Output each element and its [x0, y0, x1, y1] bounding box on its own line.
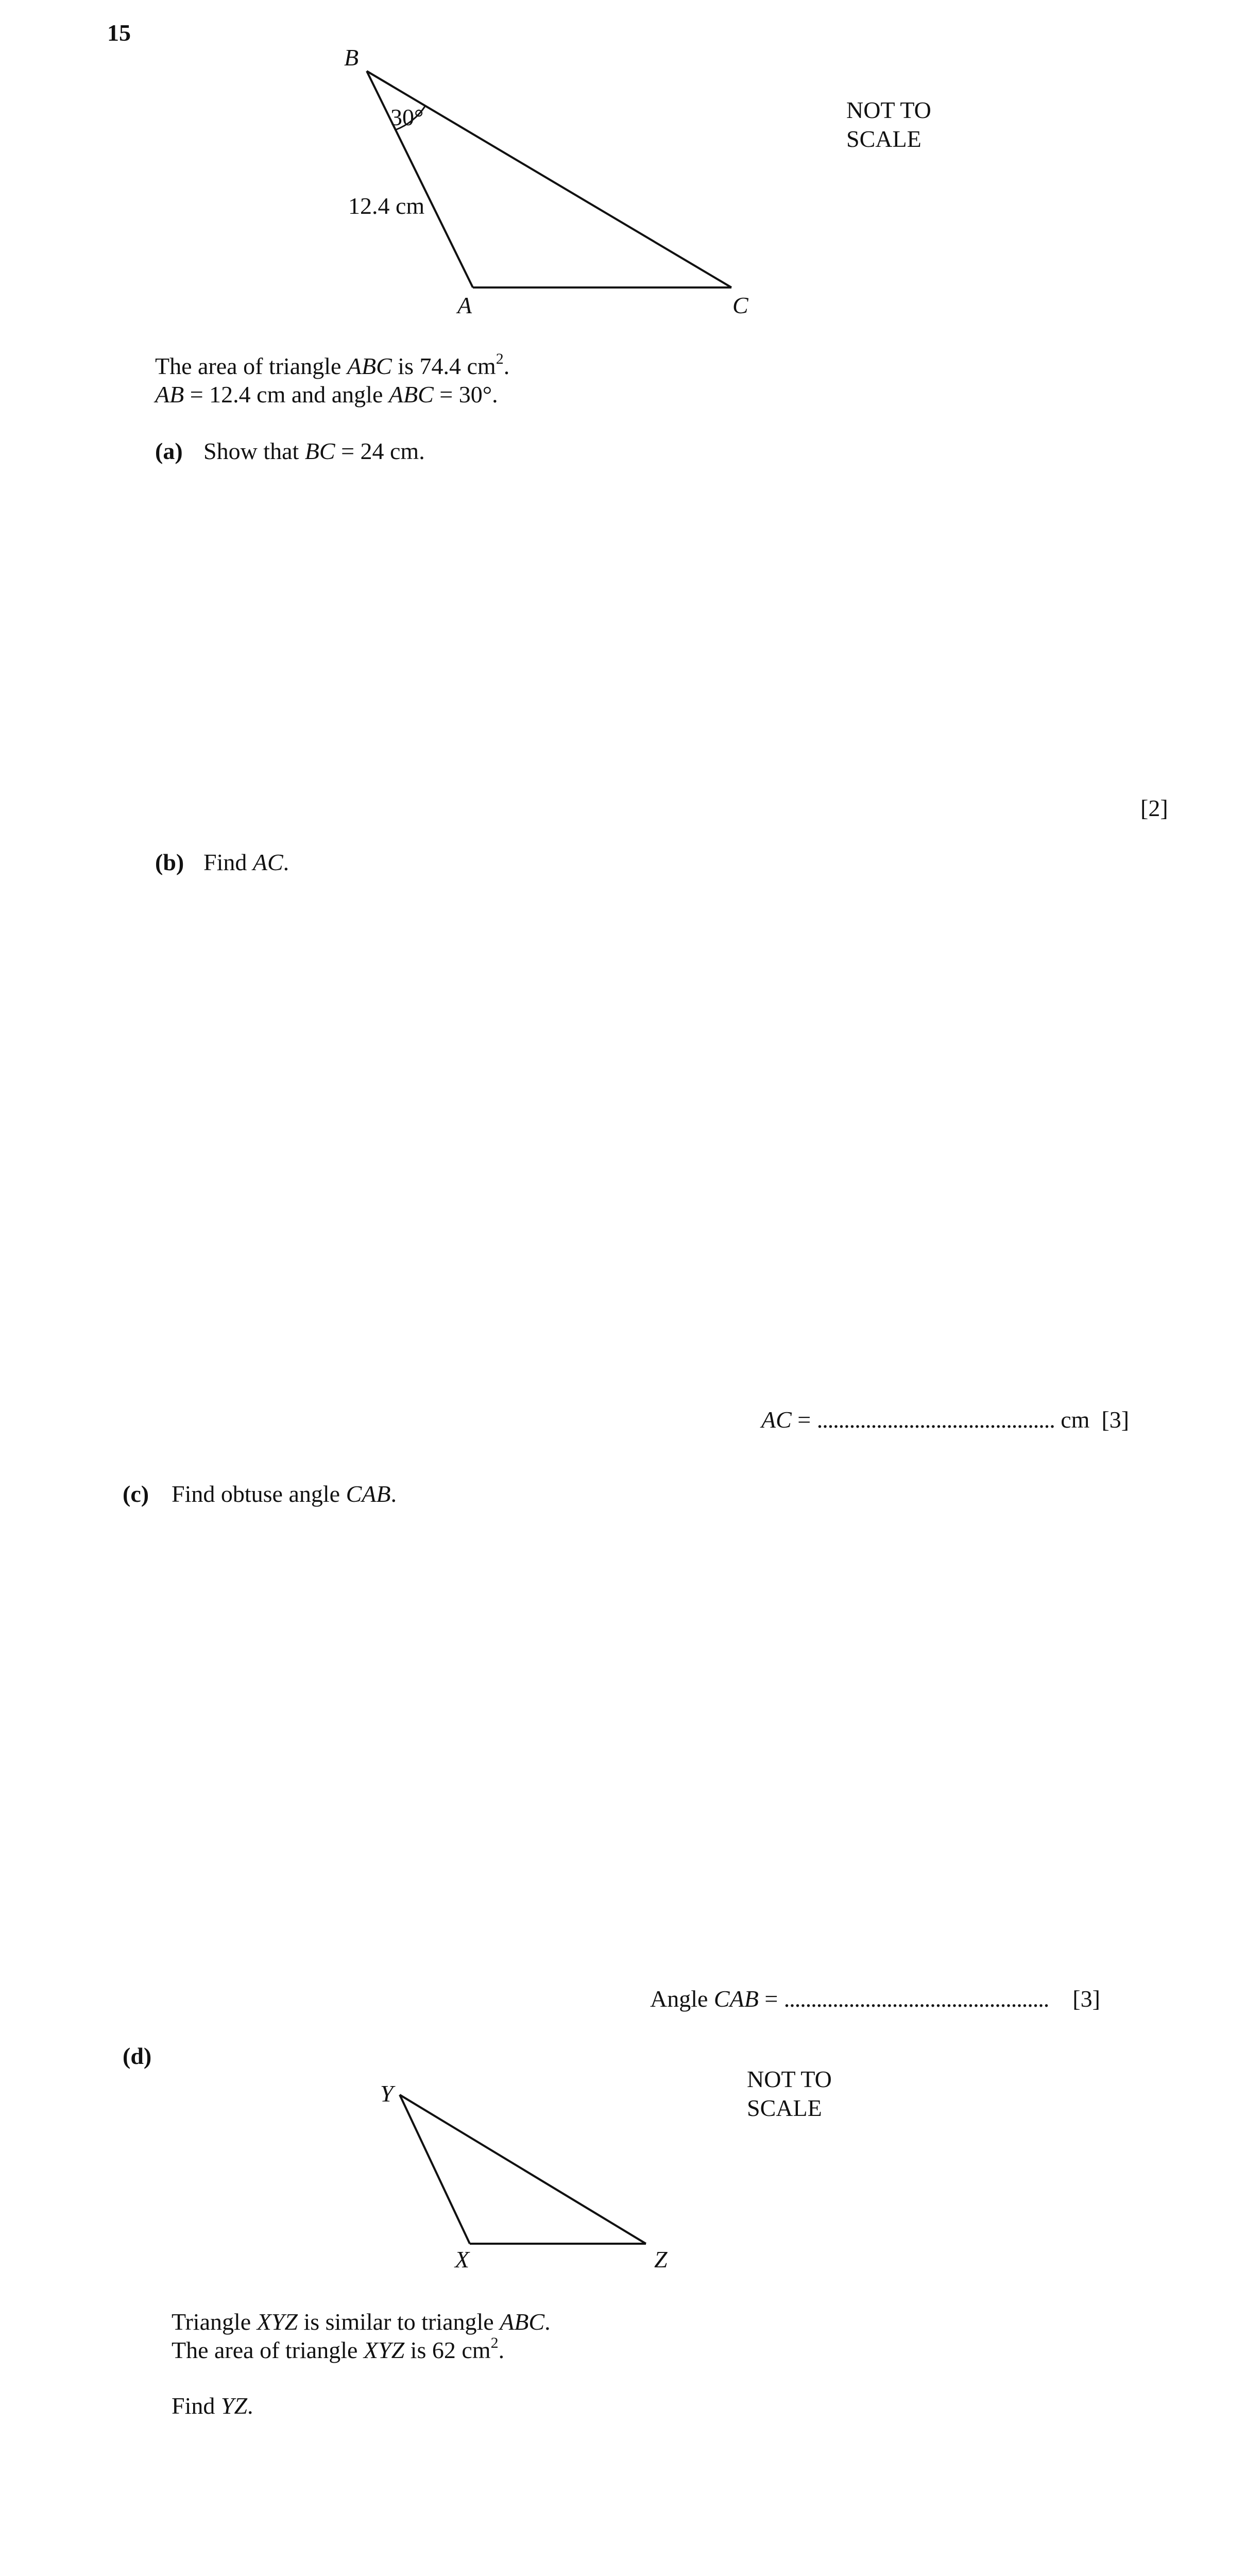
angle-label: 30°: [390, 104, 424, 130]
part-d-line-2: The area of triangle XYZ is 62 $cm^2$.: [172, 2334, 505, 2363]
not-to-scale-line1: NOT TO: [846, 97, 931, 123]
intro-line-2: AB = 12.4 cm and angle ABC = 30°.: [155, 381, 498, 408]
side-yz: [400, 2095, 646, 2244]
part-a-label: (a): [155, 438, 183, 464]
not-to-scale-d-line2: SCALE: [747, 2095, 822, 2121]
part-b-marks: [3]: [1101, 1406, 1130, 1433]
vertex-label-c: C: [732, 292, 748, 318]
part-c-question: Find obtuse angle CAB.: [172, 1481, 397, 1507]
part-c-answer-dots: .................................................: [783, 1986, 1049, 2012]
question-number: 15: [107, 20, 131, 46]
part-c-marks: [3]: [1072, 1986, 1100, 2012]
part-d-label: (d): [123, 2043, 152, 2069]
part-d-line-1: Triangle XYZ is similar to triangle ABC.: [172, 2309, 551, 2335]
part-b-answer-dots: ............................................: [816, 1406, 1055, 1433]
part-a-question: Show that BC = 24 cm.: [203, 438, 425, 464]
part-b-answer-line[interactable]: AC = ............................................ cm [3]: [761, 1406, 1130, 1433]
vertex-label-b: B: [344, 44, 359, 71]
not-to-scale-line2: SCALE: [846, 126, 921, 152]
vertex-label-z: Z: [654, 2246, 668, 2273]
part-c-answer-line[interactable]: Angle CAB = ................................................. [3]: [650, 1986, 1100, 2012]
vertex-label-a: A: [457, 292, 472, 318]
not-to-scale-d-line1: NOT TO: [747, 2066, 832, 2092]
vertex-label-x: X: [455, 2246, 470, 2273]
vertex-label-y: Y: [380, 2080, 394, 2107]
part-a-marks: [2]: [1140, 795, 1168, 821]
intro-line-1: The area of triangle ABC is 74.4 $cm^2$.: [155, 350, 510, 379]
part-b-question: Find AC.: [203, 849, 289, 875]
side-label-ab: 12.4 cm: [348, 193, 425, 219]
part-b-label: (b): [155, 849, 184, 875]
part-c-label: (c): [123, 1481, 149, 1507]
part-d-question: Find YZ.: [172, 2393, 253, 2419]
